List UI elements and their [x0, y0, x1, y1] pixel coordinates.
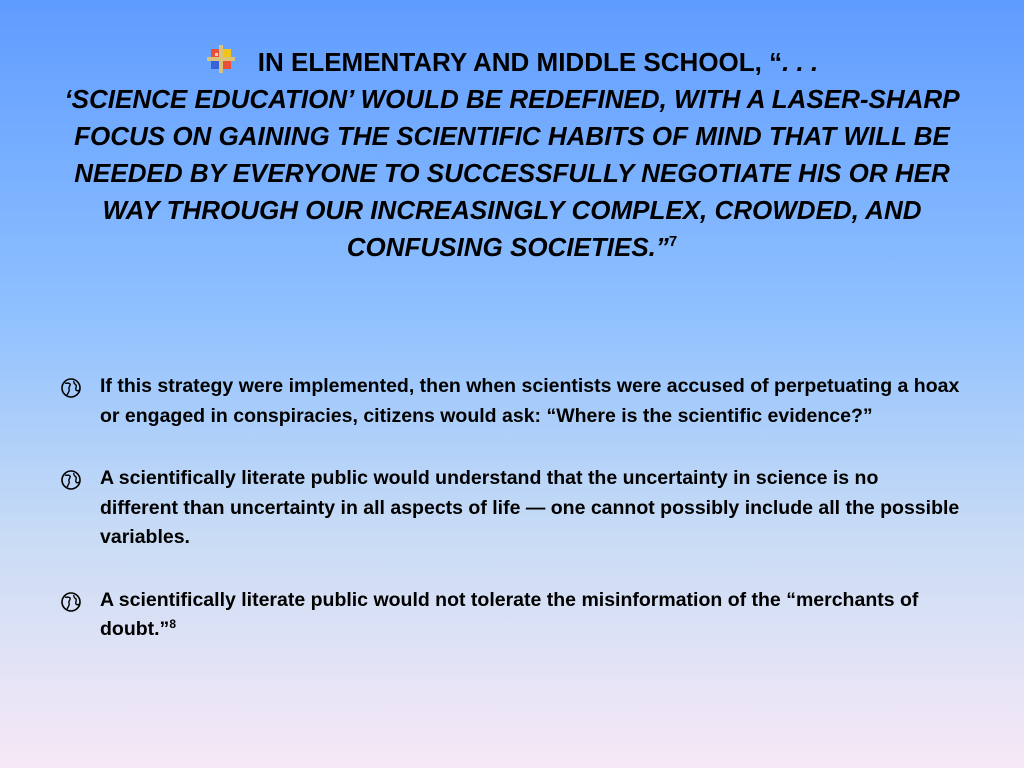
- globe-icon: [60, 377, 82, 399]
- title-lead: IN ELEMENTARY AND MIDDLE SCHOOL, “: [257, 47, 783, 77]
- title-footnote: 7: [668, 233, 678, 250]
- bullet-text: A scientifically literate public would understand that the uncertainty in science is no different than uncertainty in all aspects of life — one cannot possibly include all the possible variables.: [100, 467, 960, 548]
- bullet-list: [60, 372, 960, 678]
- bullet-item: [60, 586, 960, 645]
- title-quote: ‘SCIENCE EDUCATION’ WOULD BE REDEFINED, WITH A LASER-SHARP FOCUS ON GAINING THE SCIENTIFIC HABITS OF MIND THAT WILL BE NEEDED BY EVERYONE TO SUCCESSFULLY NEGOTIATE HIS OR HER WAY THROUGH OUR INCREASINGLY COMPLEX, CROWDED, AND CONFUSING SOCIETIES.”: [64, 84, 960, 262]
- bullet-item: [60, 372, 960, 431]
- windows-flag-icon: [206, 44, 236, 74]
- bullet-item: [60, 464, 960, 553]
- slide-title: [60, 44, 964, 266]
- bullet-footnote: 8: [169, 617, 176, 631]
- globe-icon: [60, 591, 82, 613]
- bullet-text: If this strategy were implemented, then when scientists were accused of perpetuating a hoax or engaged in conspiracies, citizens would ask: “Where is the scientific evidence?”: [100, 375, 960, 427]
- title-ellipsis: . . .: [782, 47, 819, 77]
- globe-icon: [60, 469, 82, 491]
- bullet-text: A scientifically literate public would not tolerate the misinformation of the “merchants of doubt.”: [100, 588, 919, 640]
